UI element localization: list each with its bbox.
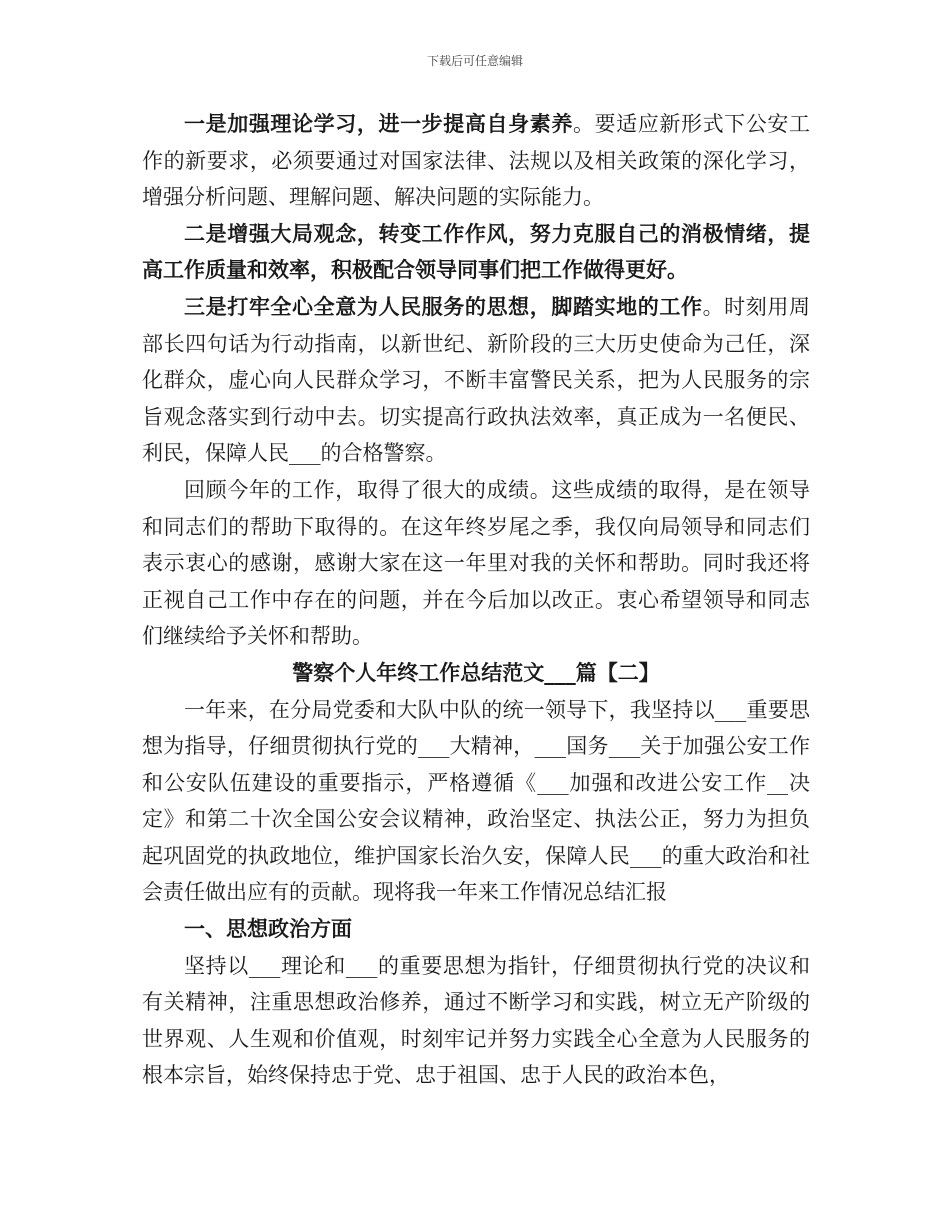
page-header-note: 下载后可任意编辑 <box>426 54 523 68</box>
paragraph-6: 坚持以___理论和___的重要思想为指针，仔细贯彻执行党的决议和有关精神，注重思想政治修养，通过不断学习和实践，树立无产阶级的世界观、人生观和价值观，时刻牢记并努力实践全心全意为人民服务的根本宗旨，始终保持忠于党、忠于祖国、忠于人民的政治本色， <box>142 953 810 1088</box>
paragraph-3-lead: 三是打牢全心全意为人民服务的思想，脚踏实地的工作 <box>184 293 703 319</box>
section-title-2: 警察个人年终工作总结范文___篇【二】 <box>292 659 660 685</box>
paragraph-1-text: 。要适应新形式下公安工作的新要求，必须要通过对国家法律、法规以及相关政策的深化学习，增强分析问题、理解问题、解决问题的实际能力。 <box>142 112 811 210</box>
paragraph-3-text: 。时刻用周部长四句话为行动指南，以新世纪、新阶段的三大历史使命为己任，深化群众，虚心向人民群众学习，不断丰富警民关系，把为人民服务的宗旨观念落实到行动中去。切实提高行政执法效率，真正成为一名便民、利民，保障人民___的合格警察。 <box>142 294 811 466</box>
paragraph-5: 一年来，在分局党委和大队中队的统一领导下，我坚持以___重要思想为指导，仔细贯彻执行党的___大精神，___国务___关于加强公安工作和公安队伍建设的重要指示，严格遵循《___加强和改进公安工作__决定》和第二十次全国公安会议精神，政治坚定、执法公正，努力为担负起巩固党的执政地位，维护国家长治久安，保障人民___的重大政治和社会责任做出应有的贡献。现将我一年来工作情况总结汇报 <box>142 697 810 905</box>
paragraph-4: 回顾今年的工作，取得了很大的成绩。这些成绩的取得，是在领导和同志们的帮助下取得的。在这年终岁尾之季，我仅向局领导和同志们表示衷心的感谢，感谢大家在这一年里对我的关怀和帮助。同时我还将正视自己工作中存在的问题，并在今后加以改正。衷心希望领导和同志们继续给予关怀和帮助。 <box>142 477 810 649</box>
paragraph-2: 二是增强大局观念，转变工作作风，努力克服自己的消极情绪，提高工作质量和效率，积极配合领导同事们把工作做得更好。 <box>142 220 810 283</box>
section-heading-1: 一、思想政治方面 <box>184 916 352 942</box>
document-body <box>142 106 810 1094</box>
paragraph-3 <box>142 289 810 472</box>
paragraph-1 <box>142 106 810 216</box>
paragraph-1-lead: 一是加强理论学习，进一步提高自身素养 <box>184 111 573 136</box>
